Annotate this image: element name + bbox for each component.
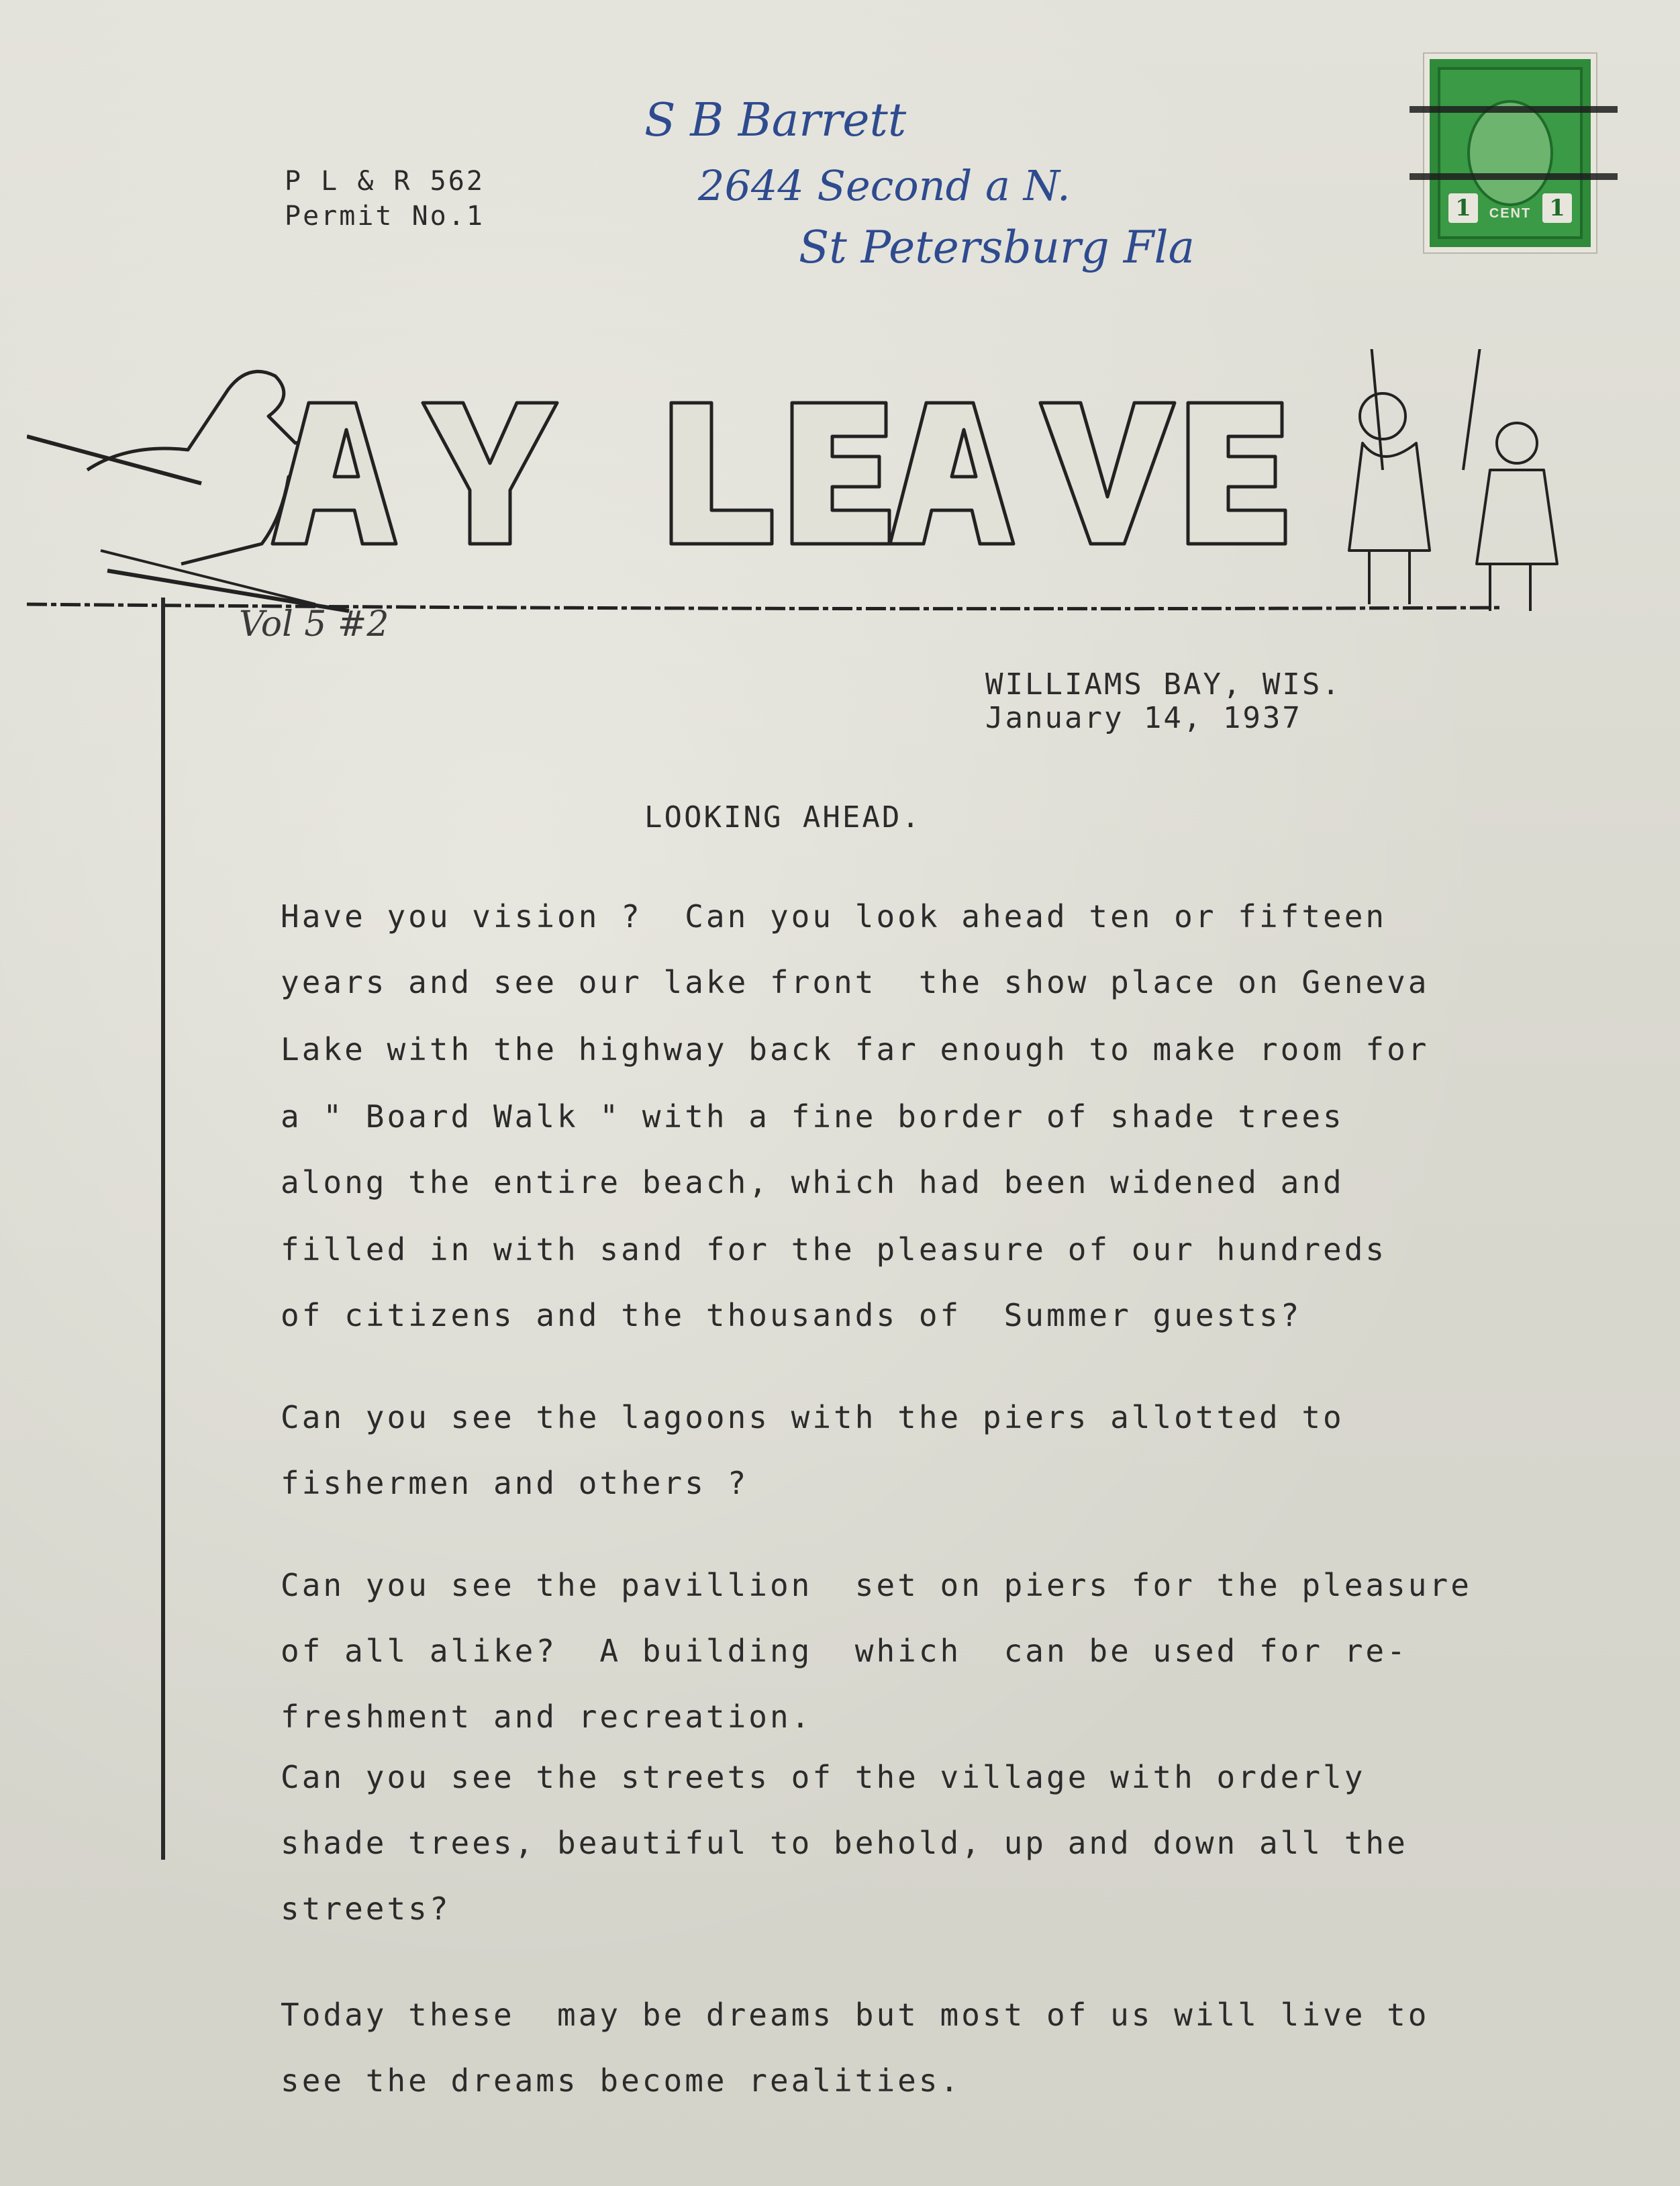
- basketball-players-drawing-icon: [1349, 349, 1557, 611]
- body-line: of citizens and the thousands of Summer guests?: [281, 1297, 1302, 1333]
- margin-rule: [161, 598, 165, 1860]
- masthead-lettering: [273, 403, 1285, 544]
- permit-line-1: P L & R 562: [285, 166, 485, 197]
- body-line: Can you see the pavillion set on piers for the pleasure: [281, 1567, 1472, 1603]
- body-line: fishermen and others ?: [281, 1465, 749, 1501]
- volume-pencil-note: Vol 5 #2: [239, 604, 389, 645]
- dateline-place: WILLIAMS BAY, WIS.: [985, 667, 1342, 702]
- body-line: shade trees, beautiful to behold, up and down all the: [281, 1825, 1408, 1861]
- body-line: freshment and recreation.: [281, 1699, 813, 1735]
- cancellation-bar: [1410, 173, 1618, 180]
- franklin-portrait-icon: [1467, 100, 1553, 206]
- body-line: years and see our lake front the show place on Geneva: [281, 964, 1430, 1000]
- body-line: Have you vision ? Can you look ahead ten or fifteen: [281, 898, 1387, 935]
- body-line: of all alike? A building which can be used for re-: [281, 1633, 1408, 1669]
- cancellation-bar: [1410, 106, 1618, 113]
- body-line: along the entire beach, which had been widened and: [281, 1164, 1344, 1200]
- stamp-cent-label: CENT: [1489, 206, 1532, 221]
- dateline-date: January 14, 1937: [985, 701, 1302, 735]
- handwritten-city: St Petersburg Fla: [799, 222, 1195, 273]
- handwritten-street: 2644 Second a N.: [698, 161, 1071, 210]
- body-line: filled in with sand for the pleasure of our hundreds: [281, 1231, 1387, 1268]
- permit-line-2: Permit No.1: [285, 201, 485, 232]
- article-heading: LOOKING AHEAD.: [644, 800, 922, 835]
- body-line: streets?: [281, 1891, 451, 1927]
- stamp-denomination-left: 1: [1448, 193, 1478, 223]
- body-line: a " Board Walk " with a fine border of shade trees: [281, 1098, 1344, 1135]
- body-line: Can you see the streets of the village with orderly: [281, 1759, 1366, 1795]
- body-line: see the dreams become realities.: [281, 2062, 962, 2099]
- stamp-denomination-right: 1: [1542, 193, 1572, 223]
- postage-stamp: [1424, 54, 1596, 252]
- masthead-illustration: [27, 349, 1611, 631]
- body-line: Lake with the highway back far enough to make room for: [281, 1031, 1430, 1067]
- handwritten-name: S B Barrett: [644, 94, 907, 147]
- body-line: Can you see the lagoons with the piers allotted to: [281, 1399, 1344, 1435]
- body-line: Today these may be dreams but most of us will live to: [281, 1997, 1430, 2033]
